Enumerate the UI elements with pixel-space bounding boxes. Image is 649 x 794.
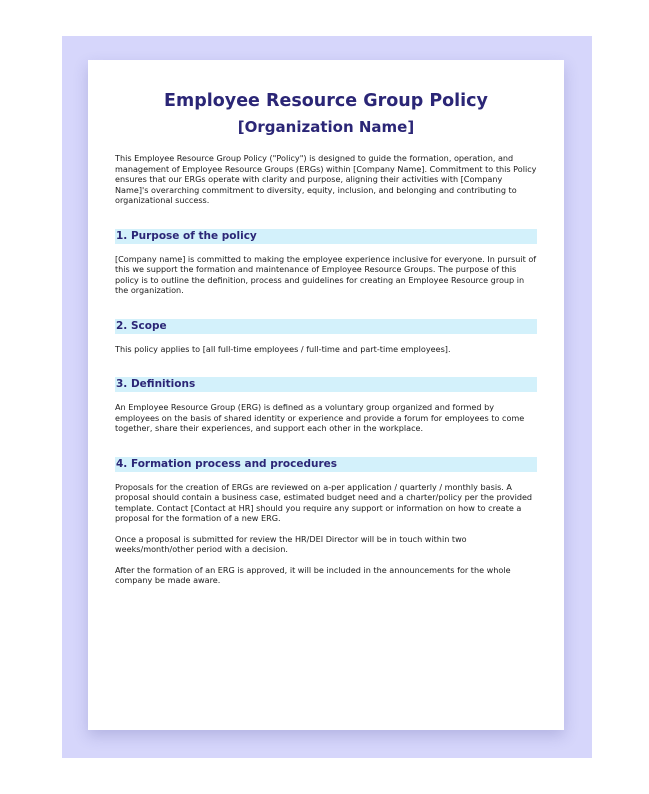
formation-paragraph-approval: After the formation of an ERG is approved, it will be included in the announcements for the whole company be made aware. <box>115 564 511 585</box>
scope-paragraph: This policy applies to [all full-time employees / full-time and part-time employees]. <box>115 343 451 354</box>
section-heading-formation: 4. Formation process and procedures <box>115 457 537 472</box>
formation-paragraph-review: Once a proposal is submitted for review the HR/DEI Director will be in touch within two weeks/month/other period with a decision. <box>115 533 467 554</box>
section-heading-definitions: 3. Definitions <box>115 377 537 392</box>
formation-paragraph-proposals: Proposals for the creation of ERGs are reviewed on a-per application / quarterly / monthly basis. A proposal should contain a business case, estimated budget need and a charter/policy per the provided template. Contact [Contact at HR] should you require any support or information on how to create a proposal for the formation of a new ERG. <box>115 481 533 523</box>
section-heading-scope: 2. Scope <box>115 319 537 334</box>
definitions-paragraph: An Employee Resource Group (ERG) is defined as a voluntary group organized and formed by employees on the basis of shared identity or experience and provide a forum for employees to come together, share their experiences, and support each other in the workplace. <box>115 402 525 433</box>
document-title: Employee Resource Group Policy <box>164 91 488 111</box>
document-page <box>88 60 564 730</box>
intro-paragraph: This Employee Resource Group Policy ("Policy") is designed to guide the formation, operation, and management of Employee Resource Groups (ERGs) within [Company Name]. Commitment to this Policy ensures that our ERGs operate with clarity and purpose, aligning their activities with [Company Name]'s overarching commitment to diversity, equity, inclusion, and belonging and contributing to organizational success. <box>115 153 537 205</box>
document-subtitle: [Organization Name] <box>237 118 415 136</box>
section-heading-purpose: 1. Purpose of the policy <box>115 229 537 244</box>
purpose-paragraph: [Company name] is committed to making the employee experience inclusive for everyone. In pursuit of this we support the formation and maintenance of Employee Resource Groups. The purpose of this policy is to outline the definition, process and guidelines for creating an Employee Resource group in the organization. <box>115 253 537 295</box>
